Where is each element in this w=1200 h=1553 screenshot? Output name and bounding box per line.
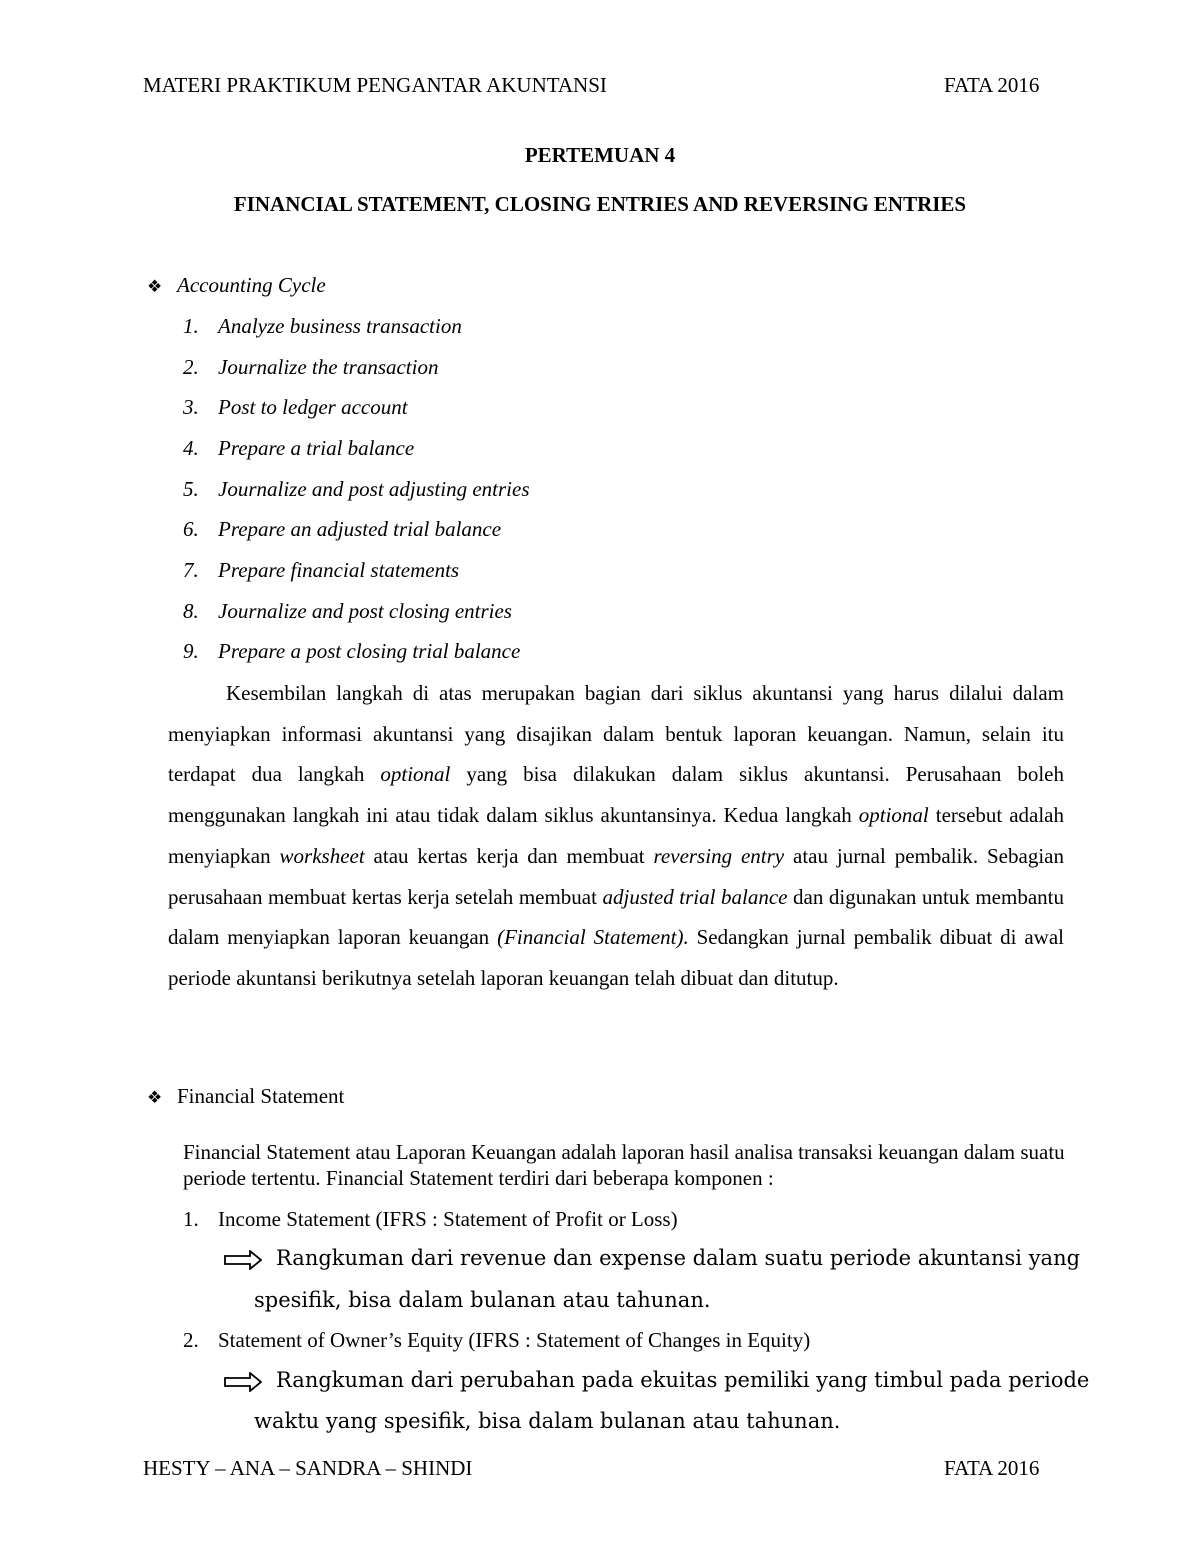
list-item	[183, 436, 414, 461]
list-item	[183, 1207, 678, 1232]
accounting-cycle-heading-text: Accounting Cycle	[177, 273, 326, 297]
accounting-cycle-heading	[147, 273, 326, 298]
paragraph-emphasis: adjusted trial balance	[602, 884, 788, 909]
diamond-bullet-icon: ❖	[147, 1088, 163, 1107]
meeting-title: PERTEMUAN 4	[524, 143, 676, 167]
paragraph-emphasis: optional	[858, 803, 929, 828]
item-number: 2.	[183, 1328, 199, 1352]
step-number: 2.	[183, 355, 199, 379]
step-number: 5.	[183, 477, 199, 501]
list-item	[183, 599, 512, 624]
item-title: Income Statement (IFRS : Statement of Profit or Loss)	[218, 1207, 678, 1231]
paragraph-text: atau jurnal pembalik. Sebagian perusahaan membuat kertas kerja setelah membuat	[168, 843, 1064, 909]
list-item	[183, 1328, 810, 1353]
step-number: 1.	[183, 314, 199, 338]
list-item	[183, 639, 520, 664]
step-text: Journalize and post adjusting entries	[218, 477, 530, 501]
step-number: 7.	[183, 558, 199, 582]
paragraph-text: tersebut adalah menyiapkan	[168, 803, 1064, 868]
step-text: Journalize and post closing entries	[218, 599, 512, 623]
step-text: Prepare an adjusted trial balance	[218, 517, 502, 541]
step-text: Prepare financial statements	[218, 558, 460, 582]
list-item	[183, 314, 462, 339]
paragraph-text: Kesembilan langkah di atas merupakan bagian dari siklus akuntansi yang harus dilalui dalam menyiapkan informasi akuntansi yang disajikan dalam bentuk laporan keuangan. Namun, selain itu terdapat dua langkah	[168, 681, 1064, 787]
page-footer-year: FATA 2016	[944, 1456, 1040, 1480]
item-title: Statement of Owner’s Equity (IFRS : Statement of Changes in Equity)	[218, 1328, 811, 1352]
list-item	[183, 517, 501, 542]
step-text: Journalize the transaction	[218, 355, 439, 379]
page-footer-authors: HESTY – ANA – SANDRA – SHINDI	[143, 1456, 473, 1480]
item-description: Rangkuman dari perubahan pada ekuitas pemiliki yang timbul pada periode	[276, 1368, 1090, 1392]
financial-statement-heading-text: Financial Statement	[177, 1084, 345, 1108]
step-text: Prepare a trial balance	[218, 436, 415, 460]
paragraph-text: Sedangkan jurnal pembalik dibuat di awal periode akuntansi berikutnya setelah laporan keuangan telah dibuat dan ditutup.	[168, 925, 1064, 990]
paragraph-emphasis: optional	[380, 762, 451, 787]
item-number: 1.	[183, 1207, 199, 1231]
financial-statement-heading	[147, 1084, 344, 1109]
paragraph-text: yang bisa dilakukan dalam siklus akuntansi. Perusahaan boleh menggunakan langkah ini atau tidak dalam siklus akuntansinya. Kedua langkah	[168, 762, 1064, 828]
page-header-year: FATA 2016	[944, 73, 1040, 97]
paragraph-text: atau kertas kerja dan membuat	[364, 843, 654, 868]
list-item	[183, 477, 530, 502]
diamond-bullet-icon: ❖	[147, 277, 163, 296]
item-description: spesifik, bisa dalam bulanan atau tahunan.	[254, 1288, 711, 1312]
step-number: 9.	[183, 639, 199, 663]
step-number: 3.	[183, 395, 199, 419]
accounting-cycle-paragraph	[168, 673, 1064, 999]
item-description: waktu yang spesifik, bisa dalam bulanan atau tahunan.	[254, 1409, 841, 1433]
step-text: Post to ledger account	[218, 395, 408, 419]
step-number: 4.	[183, 436, 199, 460]
page-header-title: MATERI PRAKTIKUM PENGANTAR AKUNTANSI	[143, 73, 607, 97]
paragraph-emphasis: (Financial Statement).	[497, 925, 689, 950]
paragraph-emphasis: reversing entry	[653, 843, 785, 868]
hollow-arrow-icon	[224, 1372, 262, 1392]
topic-title: FINANCIAL STATEMENT, CLOSING ENTRIES AND REVERSING ENTRIES	[233, 192, 967, 216]
step-number: 8.	[183, 599, 199, 623]
step-text: Analyze business transaction	[218, 314, 462, 338]
step-text: Prepare a post closing trial balance	[218, 639, 521, 663]
financial-statement-intro: Financial Statement atau Laporan Keuangan adalah laporan hasil analisa transaksi keuangan dalam suatu periode tertentu. Financial Statement terdiri dari beberapa komponen :	[183, 1140, 1065, 1190]
paragraph-emphasis: worksheet	[279, 843, 365, 868]
list-item	[183, 558, 459, 583]
paragraph-text: dan digunakan untuk membantu dalam menyiapkan laporan keuangan	[168, 884, 1064, 950]
hollow-arrow-icon	[224, 1250, 262, 1270]
list-item	[183, 395, 408, 420]
list-item	[183, 355, 438, 380]
step-number: 6.	[183, 517, 199, 541]
item-description: Rangkuman dari revenue dan expense dalam suatu periode akuntansi yang	[276, 1246, 1081, 1270]
